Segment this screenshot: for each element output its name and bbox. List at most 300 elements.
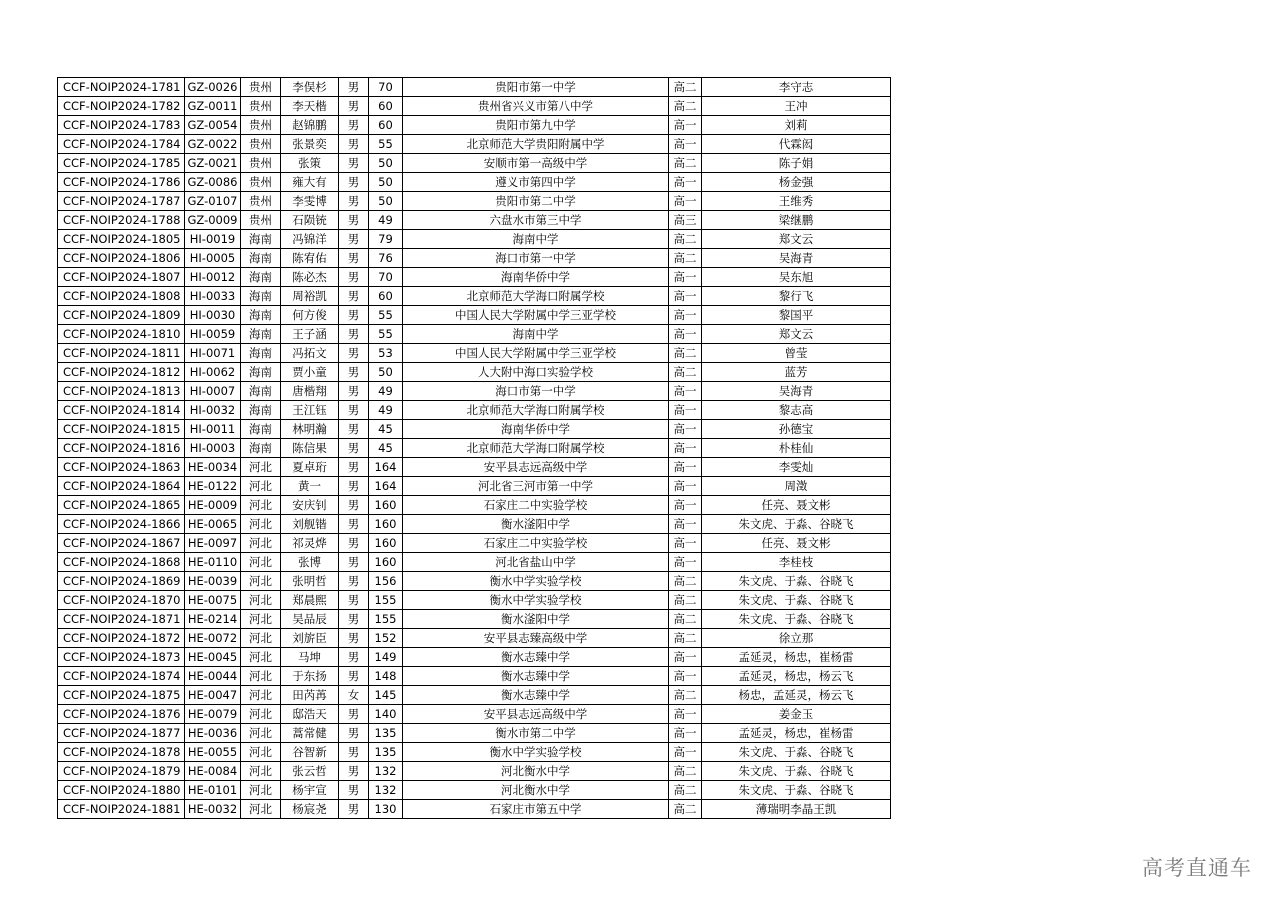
- contestant-id-cell: CCF-NOIP2024-1865: [58, 496, 185, 515]
- school-name-cell: 贵阳市第九中学: [403, 116, 669, 135]
- table-row: [58, 553, 891, 572]
- province-cell: 海南: [241, 420, 281, 439]
- table-row: [58, 420, 891, 439]
- grade-cell: 高一: [669, 458, 702, 477]
- province-cell: 贵州: [241, 154, 281, 173]
- province-cell: 河北: [241, 496, 281, 515]
- student-name-cell: 李天楷: [281, 97, 339, 116]
- grade-cell: 高二: [669, 230, 702, 249]
- coach-name-cell: 杨金强: [702, 173, 891, 192]
- score-cell: 60: [369, 287, 403, 306]
- student-name-cell: 张明哲: [281, 572, 339, 591]
- score-cell: 49: [369, 211, 403, 230]
- student-name-cell: 贾小童: [281, 363, 339, 382]
- province-cell: 海南: [241, 325, 281, 344]
- results-table: [57, 77, 891, 819]
- score-cell: 148: [369, 667, 403, 686]
- table-row: [58, 325, 891, 344]
- school-name-cell: 海南华侨中学: [403, 420, 669, 439]
- grade-cell: 高一: [669, 325, 702, 344]
- seat-number-cell: HE-0097: [185, 534, 241, 553]
- gender-cell: 男: [339, 325, 369, 344]
- grade-cell: 高一: [669, 477, 702, 496]
- province-cell: 贵州: [241, 97, 281, 116]
- grade-cell: 高二: [669, 363, 702, 382]
- seat-number-cell: HE-0009: [185, 496, 241, 515]
- seat-number-cell: HE-0032: [185, 800, 241, 819]
- contestant-id-cell: CCF-NOIP2024-1872: [58, 629, 185, 648]
- score-cell: 60: [369, 97, 403, 116]
- contestant-id-cell: CCF-NOIP2024-1812: [58, 363, 185, 382]
- contestant-id-cell: CCF-NOIP2024-1816: [58, 439, 185, 458]
- score-cell: 140: [369, 705, 403, 724]
- school-name-cell: 中国人民大学附属中学三亚学校: [403, 306, 669, 325]
- score-cell: 49: [369, 382, 403, 401]
- student-name-cell: 陈宥佑: [281, 249, 339, 268]
- score-cell: 135: [369, 724, 403, 743]
- seat-number-cell: HE-0075: [185, 591, 241, 610]
- student-name-cell: 邸浩天: [281, 705, 339, 724]
- table-row: [58, 743, 891, 762]
- gender-cell: 女: [339, 686, 369, 705]
- province-cell: 贵州: [241, 116, 281, 135]
- student-name-cell: 夏卓珩: [281, 458, 339, 477]
- contestant-id-cell: CCF-NOIP2024-1786: [58, 173, 185, 192]
- province-cell: 河北: [241, 610, 281, 629]
- school-name-cell: 北京师范大学海口附属学校: [403, 401, 669, 420]
- score-cell: 76: [369, 249, 403, 268]
- gender-cell: 男: [339, 382, 369, 401]
- coach-name-cell: 孟延灵，杨忠，崔杨雷: [702, 648, 891, 667]
- coach-name-cell: 李雯灿: [702, 458, 891, 477]
- score-cell: 164: [369, 458, 403, 477]
- coach-name-cell: 任亮、聂文彬: [702, 534, 891, 553]
- gender-cell: 男: [339, 135, 369, 154]
- gender-cell: 男: [339, 116, 369, 135]
- school-name-cell: 衡水中学实验学校: [403, 743, 669, 762]
- contestant-id-cell: CCF-NOIP2024-1806: [58, 249, 185, 268]
- score-cell: 132: [369, 781, 403, 800]
- seat-number-cell: GZ-0086: [185, 173, 241, 192]
- gender-cell: 男: [339, 648, 369, 667]
- coach-name-cell: 黎国平: [702, 306, 891, 325]
- score-cell: 55: [369, 306, 403, 325]
- student-name-cell: 李雯博: [281, 192, 339, 211]
- province-cell: 河北: [241, 477, 281, 496]
- seat-number-cell: HI-0005: [185, 249, 241, 268]
- score-cell: 132: [369, 762, 403, 781]
- grade-cell: 高三: [669, 211, 702, 230]
- grade-cell: 高一: [669, 648, 702, 667]
- province-cell: 河北: [241, 572, 281, 591]
- contestant-id-cell: CCF-NOIP2024-1870: [58, 591, 185, 610]
- coach-name-cell: 郑文云: [702, 325, 891, 344]
- table-row: [58, 515, 891, 534]
- score-cell: 160: [369, 496, 403, 515]
- contestant-id-cell: CCF-NOIP2024-1867: [58, 534, 185, 553]
- coach-name-cell: 李守志: [702, 78, 891, 97]
- gender-cell: 男: [339, 610, 369, 629]
- coach-name-cell: 朱文虎、于淼、谷晓飞: [702, 762, 891, 781]
- grade-cell: 高一: [669, 192, 702, 211]
- school-name-cell: 中国人民大学附属中学三亚学校: [403, 344, 669, 363]
- seat-number-cell: GZ-0009: [185, 211, 241, 230]
- school-name-cell: 衡水滏阳中学: [403, 515, 669, 534]
- grade-cell: 高二: [669, 78, 702, 97]
- school-name-cell: 衡水滏阳中学: [403, 610, 669, 629]
- contestant-id-cell: CCF-NOIP2024-1881: [58, 800, 185, 819]
- gender-cell: 男: [339, 458, 369, 477]
- province-cell: 河北: [241, 724, 281, 743]
- school-name-cell: 海南华侨中学: [403, 268, 669, 287]
- contestant-id-cell: CCF-NOIP2024-1783: [58, 116, 185, 135]
- score-cell: 160: [369, 515, 403, 534]
- student-name-cell: 于东扬: [281, 667, 339, 686]
- coach-name-cell: 吴海青: [702, 249, 891, 268]
- coach-name-cell: 姜金玉: [702, 705, 891, 724]
- coach-name-cell: 李桂枝: [702, 553, 891, 572]
- table-row: [58, 667, 891, 686]
- student-name-cell: 张博: [281, 553, 339, 572]
- school-name-cell: 石家庄二中实验学校: [403, 534, 669, 553]
- student-name-cell: 何方俊: [281, 306, 339, 325]
- contestant-id-cell: CCF-NOIP2024-1788: [58, 211, 185, 230]
- score-cell: 145: [369, 686, 403, 705]
- school-name-cell: 贵阳市第二中学: [403, 192, 669, 211]
- gender-cell: 男: [339, 420, 369, 439]
- table-row: [58, 363, 891, 382]
- school-name-cell: 石家庄二中实验学校: [403, 496, 669, 515]
- contestant-id-cell: CCF-NOIP2024-1814: [58, 401, 185, 420]
- score-cell: 55: [369, 135, 403, 154]
- student-name-cell: 陈信果: [281, 439, 339, 458]
- contestant-id-cell: CCF-NOIP2024-1808: [58, 287, 185, 306]
- coach-name-cell: 吴东旭: [702, 268, 891, 287]
- coach-name-cell: 孟延灵，杨忠，崔杨雷: [702, 724, 891, 743]
- score-cell: 164: [369, 477, 403, 496]
- seat-number-cell: HI-0062: [185, 363, 241, 382]
- coach-name-cell: 代霖闳: [702, 135, 891, 154]
- score-cell: 149: [369, 648, 403, 667]
- grade-cell: 高一: [669, 401, 702, 420]
- table-row: [58, 496, 891, 515]
- school-name-cell: 河北衡水中学: [403, 762, 669, 781]
- contestant-id-cell: CCF-NOIP2024-1864: [58, 477, 185, 496]
- school-name-cell: 北京师范大学海口附属学校: [403, 439, 669, 458]
- table-row: [58, 686, 891, 705]
- table-row: [58, 591, 891, 610]
- grade-cell: 高一: [669, 743, 702, 762]
- table-row: [58, 534, 891, 553]
- coach-name-cell: 周澂: [702, 477, 891, 496]
- coach-name-cell: 徐立那: [702, 629, 891, 648]
- seat-number-cell: GZ-0022: [185, 135, 241, 154]
- gender-cell: 男: [339, 667, 369, 686]
- grade-cell: 高二: [669, 97, 702, 116]
- student-name-cell: 雍大有: [281, 173, 339, 192]
- gender-cell: 男: [339, 629, 369, 648]
- score-cell: 152: [369, 629, 403, 648]
- watermark-text: 高考直通车: [1142, 856, 1252, 880]
- gender-cell: 男: [339, 306, 369, 325]
- gender-cell: 男: [339, 287, 369, 306]
- contestant-id-cell: CCF-NOIP2024-1811: [58, 344, 185, 363]
- contestant-id-cell: CCF-NOIP2024-1871: [58, 610, 185, 629]
- grade-cell: 高一: [669, 496, 702, 515]
- province-cell: 海南: [241, 249, 281, 268]
- coach-name-cell: 黎志高: [702, 401, 891, 420]
- school-name-cell: 石家庄市第五中学: [403, 800, 669, 819]
- coach-name-cell: 陈子娟: [702, 154, 891, 173]
- coach-name-cell: 曾莹: [702, 344, 891, 363]
- coach-name-cell: 吴海青: [702, 382, 891, 401]
- gender-cell: 男: [339, 781, 369, 800]
- school-name-cell: 安顺市第一高级中学: [403, 154, 669, 173]
- contestant-id-cell: CCF-NOIP2024-1810: [58, 325, 185, 344]
- table-row: [58, 97, 891, 116]
- school-name-cell: 衡水志臻中学: [403, 648, 669, 667]
- student-name-cell: 郑晨熙: [281, 591, 339, 610]
- table-row: [58, 135, 891, 154]
- school-name-cell: 安平县志远高级中学: [403, 458, 669, 477]
- coach-name-cell: 朱文虎、于淼、谷晓飞: [702, 515, 891, 534]
- province-cell: 河北: [241, 629, 281, 648]
- grade-cell: 高一: [669, 553, 702, 572]
- province-cell: 河北: [241, 762, 281, 781]
- student-name-cell: 王江钰: [281, 401, 339, 420]
- gender-cell: 男: [339, 705, 369, 724]
- province-cell: 贵州: [241, 173, 281, 192]
- student-name-cell: 张景奕: [281, 135, 339, 154]
- score-cell: 130: [369, 800, 403, 819]
- table-row: [58, 192, 891, 211]
- grade-cell: 高一: [669, 667, 702, 686]
- score-cell: 45: [369, 439, 403, 458]
- seat-number-cell: HI-0059: [185, 325, 241, 344]
- grade-cell: 高一: [669, 439, 702, 458]
- grade-cell: 高二: [669, 591, 702, 610]
- gender-cell: 男: [339, 363, 369, 382]
- table-row: [58, 173, 891, 192]
- gender-cell: 男: [339, 401, 369, 420]
- grade-cell: 高二: [669, 344, 702, 363]
- school-name-cell: 贵阳市第一中学: [403, 78, 669, 97]
- gender-cell: 男: [339, 173, 369, 192]
- contestant-id-cell: CCF-NOIP2024-1880: [58, 781, 185, 800]
- province-cell: 河北: [241, 705, 281, 724]
- score-cell: 45: [369, 420, 403, 439]
- province-cell: 海南: [241, 344, 281, 363]
- province-cell: 河北: [241, 515, 281, 534]
- province-cell: 海南: [241, 401, 281, 420]
- seat-number-cell: HI-0003: [185, 439, 241, 458]
- score-cell: 156: [369, 572, 403, 591]
- coach-name-cell: 孙德宝: [702, 420, 891, 439]
- grade-cell: 高一: [669, 268, 702, 287]
- score-cell: 50: [369, 192, 403, 211]
- student-name-cell: 杨宇宣: [281, 781, 339, 800]
- coach-name-cell: 朱文虎、于淼、谷晓飞: [702, 743, 891, 762]
- contestant-id-cell: CCF-NOIP2024-1878: [58, 743, 185, 762]
- seat-number-cell: HE-0122: [185, 477, 241, 496]
- score-cell: 50: [369, 154, 403, 173]
- contestant-id-cell: CCF-NOIP2024-1809: [58, 306, 185, 325]
- province-cell: 贵州: [241, 192, 281, 211]
- score-cell: 160: [369, 534, 403, 553]
- province-cell: 河北: [241, 648, 281, 667]
- student-name-cell: 唐楷翔: [281, 382, 339, 401]
- student-name-cell: 冯拓文: [281, 344, 339, 363]
- student-name-cell: 黄一: [281, 477, 339, 496]
- table-row: [58, 458, 891, 477]
- contestant-id-cell: CCF-NOIP2024-1877: [58, 724, 185, 743]
- coach-name-cell: 任亮、聂文彬: [702, 496, 891, 515]
- score-cell: 49: [369, 401, 403, 420]
- student-name-cell: 谷智新: [281, 743, 339, 762]
- student-name-cell: 蒿常健: [281, 724, 339, 743]
- grade-cell: 高一: [669, 705, 702, 724]
- province-cell: 海南: [241, 363, 281, 382]
- school-name-cell: 六盘水市第三中学: [403, 211, 669, 230]
- table-row: [58, 344, 891, 363]
- grade-cell: 高二: [669, 572, 702, 591]
- province-cell: 海南: [241, 306, 281, 325]
- student-name-cell: 杨宸尧: [281, 800, 339, 819]
- province-cell: 贵州: [241, 211, 281, 230]
- school-name-cell: 安平县志臻高级中学: [403, 629, 669, 648]
- table-row: [58, 762, 891, 781]
- seat-number-cell: GZ-0021: [185, 154, 241, 173]
- student-name-cell: 林明瀚: [281, 420, 339, 439]
- gender-cell: 男: [339, 154, 369, 173]
- student-name-cell: 赵锦鹏: [281, 116, 339, 135]
- seat-number-cell: HE-0047: [185, 686, 241, 705]
- table-row: [58, 306, 891, 325]
- province-cell: 河北: [241, 534, 281, 553]
- grade-cell: 高二: [669, 154, 702, 173]
- student-name-cell: 石陨铳: [281, 211, 339, 230]
- seat-number-cell: HI-0019: [185, 230, 241, 249]
- province-cell: 河北: [241, 458, 281, 477]
- score-cell: 50: [369, 363, 403, 382]
- contestant-id-cell: CCF-NOIP2024-1869: [58, 572, 185, 591]
- grade-cell: 高一: [669, 420, 702, 439]
- seat-number-cell: HE-0044: [185, 667, 241, 686]
- seat-number-cell: HI-0033: [185, 287, 241, 306]
- coach-name-cell: 王维秀: [702, 192, 891, 211]
- contestant-id-cell: CCF-NOIP2024-1815: [58, 420, 185, 439]
- school-name-cell: 北京师范大学贵阳附属中学: [403, 135, 669, 154]
- coach-name-cell: 刘莉: [702, 116, 891, 135]
- seat-number-cell: HI-0032: [185, 401, 241, 420]
- coach-name-cell: 孟延灵，杨忠，杨云飞: [702, 667, 891, 686]
- grade-cell: 高一: [669, 116, 702, 135]
- score-cell: 160: [369, 553, 403, 572]
- province-cell: 贵州: [241, 78, 281, 97]
- table-row: [58, 211, 891, 230]
- student-name-cell: 王子涵: [281, 325, 339, 344]
- student-name-cell: 吴品辰: [281, 610, 339, 629]
- contestant-id-cell: CCF-NOIP2024-1874: [58, 667, 185, 686]
- seat-number-cell: HE-0055: [185, 743, 241, 762]
- province-cell: 河北: [241, 591, 281, 610]
- school-name-cell: 衡水中学实验学校: [403, 572, 669, 591]
- student-name-cell: 刘旂臣: [281, 629, 339, 648]
- gender-cell: 男: [339, 762, 369, 781]
- contestant-id-cell: CCF-NOIP2024-1879: [58, 762, 185, 781]
- school-name-cell: 衡水市第二中学: [403, 724, 669, 743]
- contestant-id-cell: CCF-NOIP2024-1876: [58, 705, 185, 724]
- contestant-id-cell: CCF-NOIP2024-1873: [58, 648, 185, 667]
- grade-cell: 高一: [669, 173, 702, 192]
- province-cell: 海南: [241, 439, 281, 458]
- gender-cell: 男: [339, 800, 369, 819]
- coach-name-cell: 郑文云: [702, 230, 891, 249]
- grade-cell: 高一: [669, 135, 702, 154]
- grade-cell: 高二: [669, 781, 702, 800]
- table-row: [58, 382, 891, 401]
- student-name-cell: 祁灵烨: [281, 534, 339, 553]
- school-name-cell: 海南中学: [403, 325, 669, 344]
- province-cell: 海南: [241, 268, 281, 287]
- score-cell: 155: [369, 591, 403, 610]
- coach-name-cell: 王冲: [702, 97, 891, 116]
- coach-name-cell: 朱文虎、于淼、谷晓飞: [702, 610, 891, 629]
- grade-cell: 高二: [669, 686, 702, 705]
- contestant-id-cell: CCF-NOIP2024-1785: [58, 154, 185, 173]
- student-name-cell: 李俣杉: [281, 78, 339, 97]
- seat-number-cell: GZ-0054: [185, 116, 241, 135]
- grade-cell: 高一: [669, 287, 702, 306]
- table-row: [58, 572, 891, 591]
- table-row: [58, 648, 891, 667]
- grade-cell: 高二: [669, 800, 702, 819]
- school-name-cell: 河北衡水中学: [403, 781, 669, 800]
- seat-number-cell: HE-0036: [185, 724, 241, 743]
- province-cell: 海南: [241, 230, 281, 249]
- results-table-body: [58, 78, 891, 819]
- coach-name-cell: 杨忠，孟延灵，杨云飞: [702, 686, 891, 705]
- province-cell: 海南: [241, 287, 281, 306]
- gender-cell: 男: [339, 97, 369, 116]
- score-cell: 50: [369, 173, 403, 192]
- grade-cell: 高二: [669, 249, 702, 268]
- grade-cell: 高一: [669, 724, 702, 743]
- contestant-id-cell: CCF-NOIP2024-1784: [58, 135, 185, 154]
- school-name-cell: 遵义市第四中学: [403, 173, 669, 192]
- contestant-id-cell: CCF-NOIP2024-1875: [58, 686, 185, 705]
- gender-cell: 男: [339, 724, 369, 743]
- seat-number-cell: HE-0110: [185, 553, 241, 572]
- school-name-cell: 河北省三河市第一中学: [403, 477, 669, 496]
- province-cell: 贵州: [241, 135, 281, 154]
- seat-number-cell: HE-0214: [185, 610, 241, 629]
- student-name-cell: 田芮苒: [281, 686, 339, 705]
- coach-name-cell: 蓝芳: [702, 363, 891, 382]
- seat-number-cell: GZ-0011: [185, 97, 241, 116]
- grade-cell: 高一: [669, 515, 702, 534]
- gender-cell: 男: [339, 515, 369, 534]
- seat-number-cell: HI-0030: [185, 306, 241, 325]
- table-row: [58, 781, 891, 800]
- student-name-cell: 冯锦洋: [281, 230, 339, 249]
- table-row: [58, 268, 891, 287]
- score-cell: 70: [369, 78, 403, 97]
- table-row: [58, 249, 891, 268]
- student-name-cell: 安庆钊: [281, 496, 339, 515]
- seat-number-cell: HI-0071: [185, 344, 241, 363]
- grade-cell: 高一: [669, 306, 702, 325]
